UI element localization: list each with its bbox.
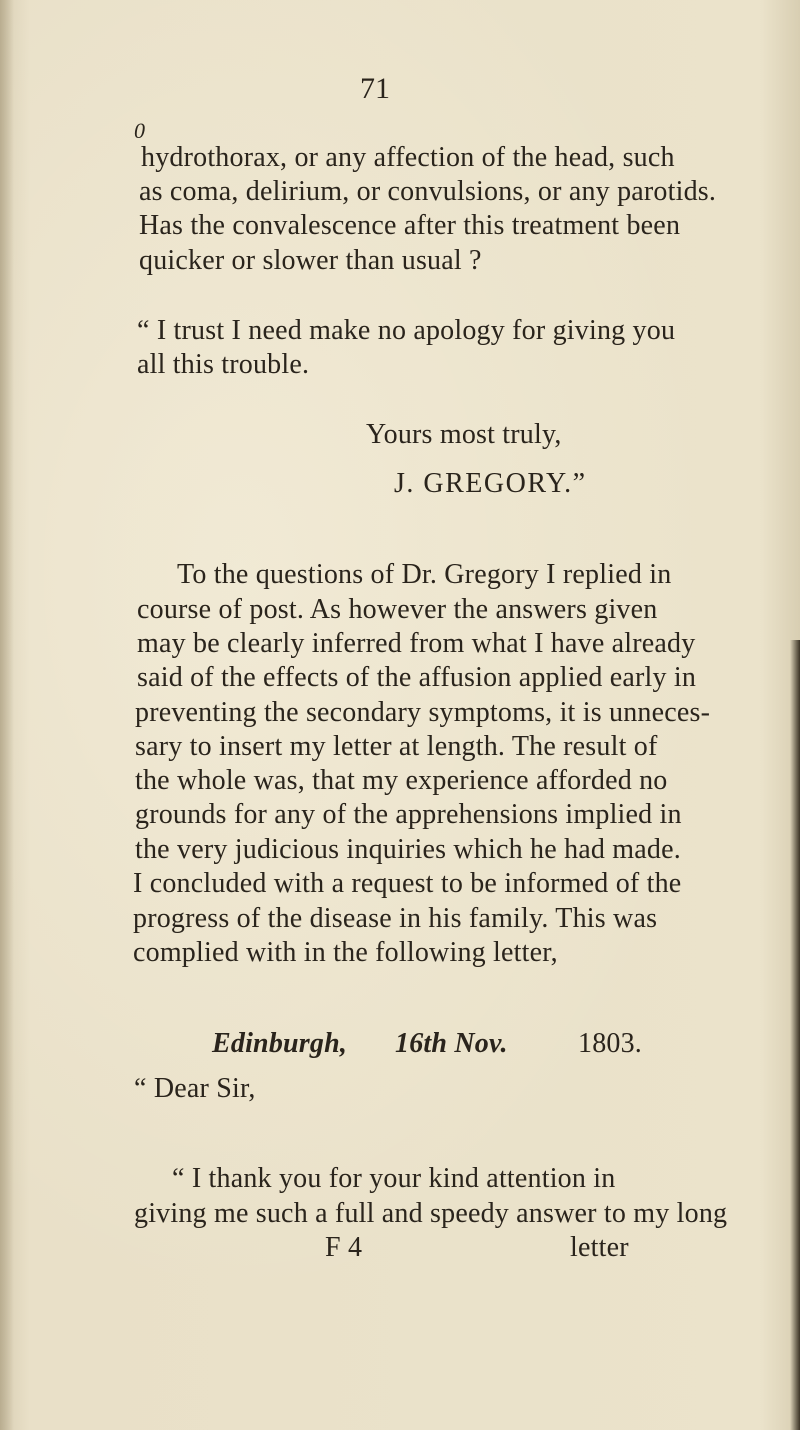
paragraph-line-6: sary to insert my letter at length. The result of: [135, 731, 658, 762]
text-line-4: quicker or slower than usual ?: [139, 245, 482, 276]
dateline-year: 1803.: [578, 1028, 642, 1059]
letter-signature: J. GREGORY.”: [394, 468, 587, 499]
paragraph-line-3: may be clearly inferred from what I have already: [137, 628, 696, 659]
text-line-6: all this trouble.: [137, 349, 310, 380]
paragraph-line-9: the very judicious inquiries which he had made.: [135, 834, 681, 865]
text-line-2: as coma, delirium, or convulsions, or any parotids.: [139, 176, 717, 207]
letter-line-1: “ I thank you for your kind attention in: [172, 1163, 616, 1194]
catchword: letter: [570, 1232, 629, 1263]
page-number: 71: [360, 72, 390, 105]
letter-closing: Yours most truly,: [366, 419, 562, 450]
text-line-1: hydrothorax, or any affection of the head, such: [141, 142, 675, 173]
paragraph-line-4: said of the effects of the affusion applied early in: [137, 662, 697, 693]
signature-mark: F 4: [325, 1232, 363, 1263]
text-line-3: Has the convalescence after this treatment been: [139, 210, 681, 241]
page-edge-shadow: [790, 640, 800, 1430]
paragraph-line-11: progress of the disease in his family. This was: [133, 903, 658, 934]
handwritten-mark: 0: [134, 118, 145, 143]
paragraph-line-2: course of post. As however the answers given: [137, 594, 658, 625]
paragraph-line-8: grounds for any of the apprehensions implied in: [135, 799, 682, 830]
dateline-place: Edinburgh,: [212, 1028, 348, 1059]
letter-salutation: “ Dear Sir,: [134, 1073, 256, 1104]
letter-line-2: giving me such a full and speedy answer to my long: [134, 1198, 728, 1229]
paragraph-line-5: preventing the secondary symptoms, it is unneces-: [135, 697, 711, 728]
paragraph-line-1: To the questions of Dr. Gregory I replied in: [177, 559, 672, 590]
paragraph-line-12: complied with in the following letter,: [133, 937, 558, 968]
text-line-5: “ I trust I need make no apology for giving you: [137, 315, 676, 346]
paragraph-line-10: I concluded with a request to be informed of the: [133, 868, 682, 899]
paragraph-line-7: the whole was, that my experience afforded no: [135, 765, 668, 796]
page-binding-shadow: [0, 0, 14, 1430]
dateline-day: 16th Nov.: [395, 1028, 508, 1059]
